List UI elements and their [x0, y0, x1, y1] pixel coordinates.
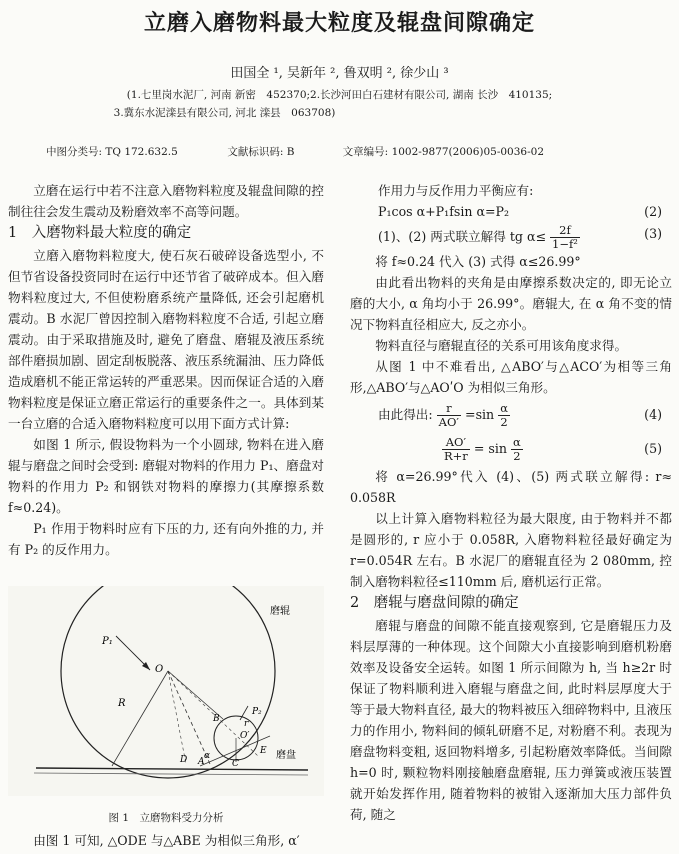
article-number: 文章编号: 1002-9877(2006)05-0036-02	[342, 146, 545, 158]
equation-4-angle-fraction	[498, 402, 510, 429]
label-P2: P₂	[252, 707, 262, 717]
label-r: r	[244, 719, 249, 729]
force-diagram	[8, 586, 324, 796]
equation-3-fraction	[550, 224, 580, 251]
fraction-numerator: 2f	[550, 224, 580, 238]
paragraph: 从图 1 中不难看出, △ABO′与△ACO′为相等三角形,△ABO′与△AOʹO 为相似三角形。	[350, 359, 672, 395]
article-metadata	[46, 144, 544, 159]
equation-3	[350, 223, 672, 251]
fraction-numerator: α	[513, 435, 521, 449]
author-block	[0, 62, 679, 122]
figure-1-caption: 图 1 立磨物料受力分析	[108, 812, 224, 824]
label-D: D	[180, 755, 188, 765]
line-O-D	[168, 671, 186, 764]
label-E: E	[260, 746, 267, 756]
clc-number: 中图分类号: TQ 172.632.5	[46, 146, 178, 158]
label-A: A	[198, 757, 205, 767]
equation-4-fraction	[437, 402, 461, 429]
left-column	[8, 180, 324, 560]
section-2-heading: 2 磨辊与磨盘间隙的确定	[350, 595, 519, 611]
label-alpha: α	[204, 751, 211, 761]
equation-5-fraction	[442, 436, 470, 463]
fraction-numerator: AO′	[442, 436, 470, 450]
equation-4	[350, 400, 672, 430]
figure-1	[8, 586, 324, 796]
disc-line	[36, 768, 308, 770]
paragraph: 物料直径与磨辊直径的关系可用该角度求得。	[375, 338, 628, 353]
equation-4-number: (4)	[644, 407, 662, 422]
paragraph: 立磨入磨物料粒度大, 使石灰石破碎设备选型小, 不但节省设备投资同时在运行中还节省了破碎成本。但入磨物料粒度过大, 不但使粉磨系统产量降低, 还会引起磨机震动。B 水泥厂曾因控制入磨物料粒度不合适, 引起立磨震动。由于采取措施及时, 避免了磨盘、磨辊及液压系统部件磨损加剧、固定刮板脱落、液压系统漏油、压力降低造成磨机不能正常运转的严重恶果。因而保证合适的入磨物料粒度是保证立磨正常运行的重要条件之一。具体到某一台立磨的合适入磨物料粒度可以用下面方式计算:	[8, 248, 324, 431]
affiliation-line-1: (1.七里岗水泥厂, 河南 新密 452370;2.长沙河田白石建材有限公司, 湖南 长沙 410135;	[126, 89, 553, 101]
equation-3-number: (3)	[644, 226, 662, 241]
equation-2-body: P₁cos α+P₁fsin α=P₂	[378, 204, 510, 219]
fraction-denominator: AO′	[438, 415, 459, 429]
equation-5-angle-fraction	[511, 436, 523, 463]
label-R: R	[118, 698, 126, 709]
disc-shadow-line	[34, 773, 308, 775]
section-1-heading: 1 入磨物料最大粒度的确定	[8, 225, 192, 241]
paragraph: 磨辊与磨盘的间隙不能直接观察到, 它是磨辊压力及料层厚薄的一种体现。这个间隙大小直接影响到磨机粉磨效率及设备安全运转。如图 1 所示间隙为 h, 当 h≥2r 时保证了物料顺利进入磨辊与磨盘之间, 此时料层厚度大于等于最大物料直径, 最大的物料被压入细碎物料中, 且液压力的作用小, 物料间的倾轧研磨不足, 对粉磨不利。表现为磨盘物料变粗, 返回物料增多, 引起粉磨效率降低。当间隙 h=0 时, 颗粒物料刚接触磨盘磨辊, 压力弹簧或液压装置就开始发挥作用, 随着物料的被钳入逐渐加大压力部件负荷, 随之	[350, 618, 672, 822]
affiliation-line-2: 3.冀东水泥滦县有限公司, 河北 滦县 063708)	[113, 107, 336, 119]
paragraph: 将 α=26.99°代入 (4)、(5) 两式联立解得: r≈ 0.058R	[350, 469, 672, 505]
left-column-tail	[8, 830, 324, 851]
line-O-B	[168, 671, 223, 719]
equation-2-number: (2)	[644, 204, 662, 219]
paragraph: P₁ 作用于物料时应有下压的力, 还有向外推的力, 并有 P₂ 的反作用力。	[8, 521, 324, 557]
intro-paragraph: 立磨在运行中若不注意入磨物料粒度及辊盘间隙的控制往往会发生震动及粉磨效率不高等问题。	[8, 183, 324, 219]
fraction-denominator: 1−f²	[552, 237, 578, 251]
paragraph: 如图 1 所示, 假设物料为一个小圆球, 物料在进入磨辊与磨盘之间时会受到: 磨辊对物料的作用力 P₁、磨盘对物料的作用力 P₂ 和钢铁对物料的摩擦力(其摩擦系数 f≈0.24)。	[8, 437, 324, 515]
equation-5	[350, 432, 672, 466]
equation-4-sin: =sin	[465, 407, 495, 422]
roller-circle	[61, 586, 275, 778]
equation-2	[350, 201, 672, 223]
fraction-denominator: R+r	[444, 449, 468, 463]
paragraph: 由此看出物料的夹角是由摩擦系数决定的, 即无论立磨的大小, α 角均小于 26.99°。磨辊大, 在 α 角不变的情况下物料直径相应大, 反之亦小。	[350, 275, 672, 332]
author-list: 田国全 ¹, 吴新年 ², 鲁双明 ², 徐少山 ³	[230, 66, 449, 81]
label-B: B	[213, 714, 220, 724]
label-roller: 磨辊	[270, 606, 290, 617]
fraction-denominator: 2	[513, 449, 521, 463]
equation-3-body: (1)、(2) 两式联立解得 tg α≤	[378, 229, 547, 244]
paper-title: 立磨入磨物料最大粒度及辊盘间隙确定	[143, 10, 535, 36]
fraction-numerator: r	[437, 402, 461, 416]
fraction-numerator: α	[500, 401, 508, 415]
paragraph: 由图 1 可知, △ODE 与△ABE 为相似三角形, α′	[33, 833, 300, 848]
label-Oprime: O′	[240, 731, 250, 741]
label-disc: 磨盘	[276, 750, 296, 761]
label-P1: P₁	[102, 636, 113, 647]
document-code: 文献标识码: B	[227, 146, 295, 158]
right-column	[350, 180, 672, 825]
equation-5-number: (5)	[644, 441, 662, 456]
label-O: O	[155, 664, 164, 675]
equation-4-prefix: 由此得出:	[378, 407, 433, 422]
paragraph: 以上计算入磨物料粒径为最大限度, 由于物料并不都是圆形的, r 应小于 0.058R, 入磨物料粒径最好确定为 r=0.054R 左右。B 水泥厂的磨辊直径为 2 080mm, 控制入磨物料粒径≤110mm 后, 磨机运行正常。	[350, 511, 672, 589]
line-O-R	[112, 671, 168, 766]
fraction-denominator: 2	[500, 415, 508, 429]
paragraph: 将 f≈0.24 代入 (3) 式得 α≤26.99°	[375, 254, 581, 269]
paragraph: 作用力与反作用力平衡应有:	[378, 183, 534, 198]
label-C: C	[232, 759, 239, 769]
equation-5-sin: = sin	[473, 441, 507, 456]
